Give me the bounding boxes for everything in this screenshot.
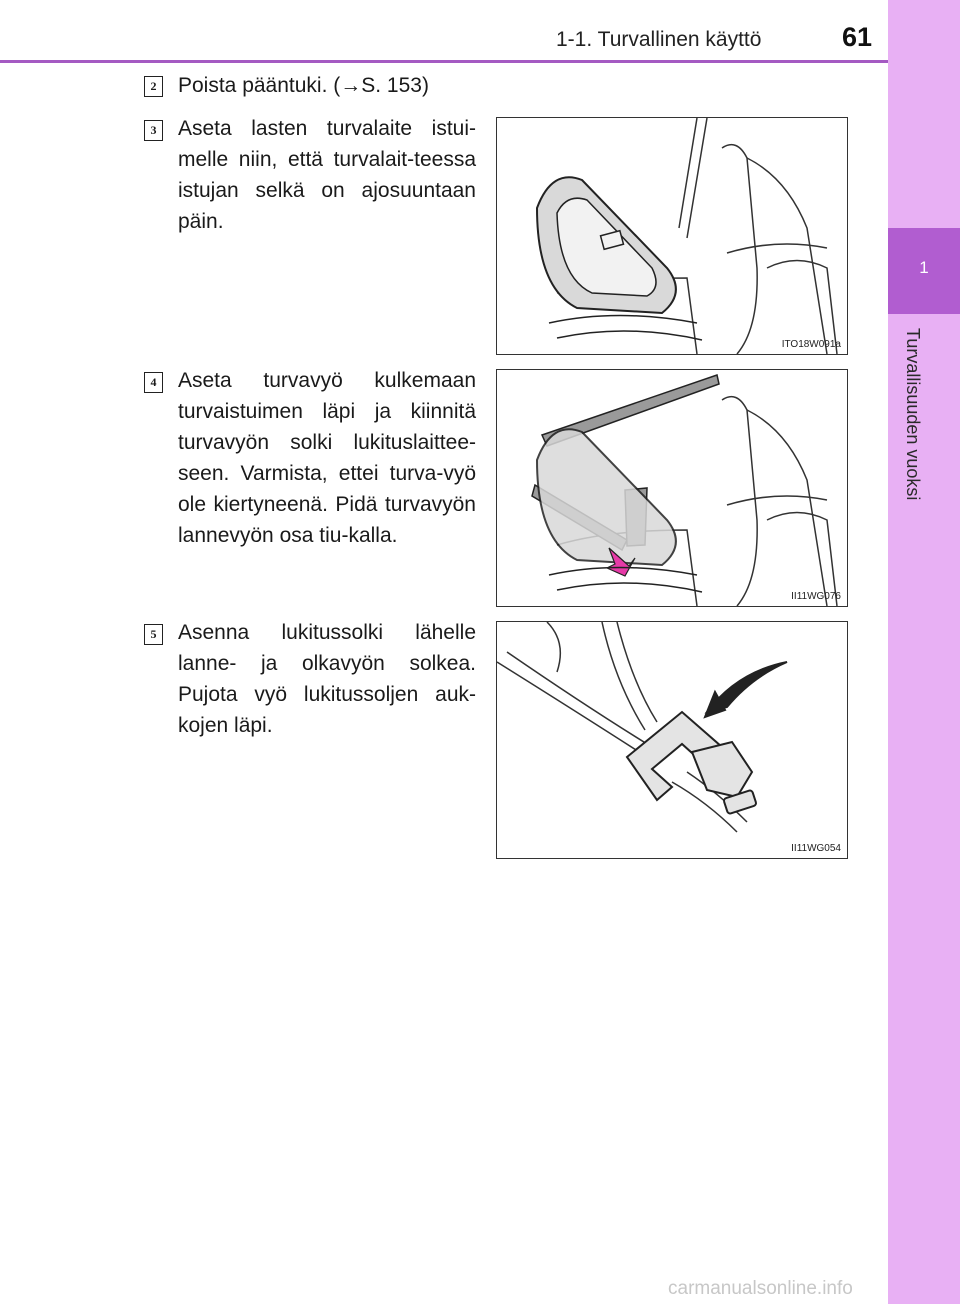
figure-code: ITO18W091a	[781, 339, 841, 350]
step-number-badge: 3	[144, 120, 163, 141]
step-number-badge: 4	[144, 372, 163, 393]
child-seat-rear-facing-illustration	[497, 118, 847, 354]
locking-clip-figure	[496, 621, 848, 859]
section-title: 1-1. Turvallinen käyttö	[556, 28, 762, 51]
step-text: Asenna lukitussolki lähelle lanne- ja olkavyön solkea. Pujota vyö lukitussoljen auk-kojen läpi.	[178, 621, 476, 737]
watermark-text: carmanualsonline.info	[668, 1278, 853, 1299]
seatbelt-through-child-seat-illustration	[497, 370, 847, 606]
locking-clip-illustration	[497, 622, 847, 858]
chapter-side-tab	[888, 0, 960, 1304]
page-number: 61	[842, 22, 873, 52]
figure-code: II11WG076	[791, 591, 841, 602]
step-text: Poista pääntuki. (→S. 153)	[178, 74, 429, 97]
chapter-title: Turvallisuuden vuoksi	[903, 328, 923, 501]
child-seat-figure	[496, 117, 848, 355]
header-divider	[0, 60, 888, 63]
step-number-badge: 2	[144, 76, 163, 97]
figure-code: II11WG054	[791, 843, 841, 854]
step-number-badge: 5	[144, 624, 163, 645]
step-text: Aseta lasten turvalaite istui-melle niin, että turvalait-teessa istujan selkä on ajosuuntaan päin.	[178, 117, 476, 233]
seatbelt-routing-figure	[496, 369, 848, 607]
chapter-number: 1	[919, 258, 929, 277]
step-text: Aseta turvavyö kulkemaan turvaistuimen läpi ja kiinnitä turvavyön solki lukituslaittee-seen. Varmista, ettei turva-vyö ole kiertyneenä. Pidä turvavyön lannevyön osa tiu-kalla.	[178, 369, 476, 547]
